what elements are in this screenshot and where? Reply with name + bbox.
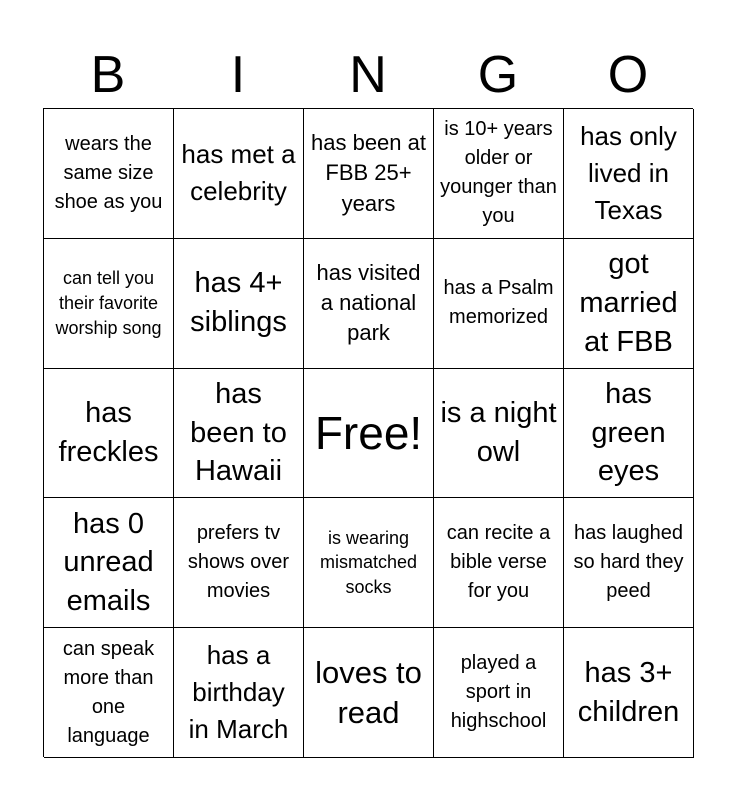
header-letter-b: B [90,46,126,104]
bingo-cell[interactable]: prefers tv shows over movies [174,498,304,628]
bingo-cell[interactable]: has laughed so hard they peed [564,498,694,628]
header-letter-o: O [607,46,649,104]
bingo-cell[interactable]: is 10+ years older or younger than you [434,109,564,239]
header-letter-i: I [230,46,246,104]
bingo-cell[interactable]: loves to read [304,628,434,758]
bingo-cell[interactable]: played a sport in highschool [434,628,564,758]
bingo-cell[interactable]: has 4+ siblings [174,239,304,369]
bingo-cell[interactable]: has been to Hawaii [174,369,304,499]
bingo-cell[interactable]: has 0 unread emails [44,498,174,628]
bingo-cell[interactable]: has a birthday in March [174,628,304,758]
bingo-cell[interactable]: has a Psalm memorized [434,239,564,369]
header-letter-g: G [477,46,519,104]
bingo-cell[interactable]: has visited a national park [304,239,434,369]
bingo-cell[interactable]: has 3+ children [564,628,694,758]
bingo-cell[interactable]: is wearing mismatched socks [304,498,434,628]
bingo-cell[interactable]: got married at FBB [564,239,694,369]
bingo-cell[interactable]: can speak more than one language [44,628,174,758]
header-letter-n: N [349,46,387,104]
bingo-cell[interactable]: has met a celebrity [174,109,304,239]
bingo-cell[interactable]: can recite a bible verse for you [434,498,564,628]
bingo-cell[interactable]: is a night owl [434,369,564,499]
bingo-cell[interactable]: has green eyes [564,369,694,499]
bingo-cell[interactable]: can tell you their favorite worship song [44,239,174,369]
bingo-board [43,108,693,757]
bingo-cell[interactable]: has been at FBB 25+ years [304,109,434,239]
bingo-cell[interactable]: has freckles [44,369,174,499]
bingo-cell[interactable]: has only lived in Texas [564,109,694,239]
bingo-cell[interactable]: wears the same size shoe as you [44,109,174,239]
bingo-header [43,42,693,108]
free-space-cell[interactable]: Free! [304,369,434,499]
